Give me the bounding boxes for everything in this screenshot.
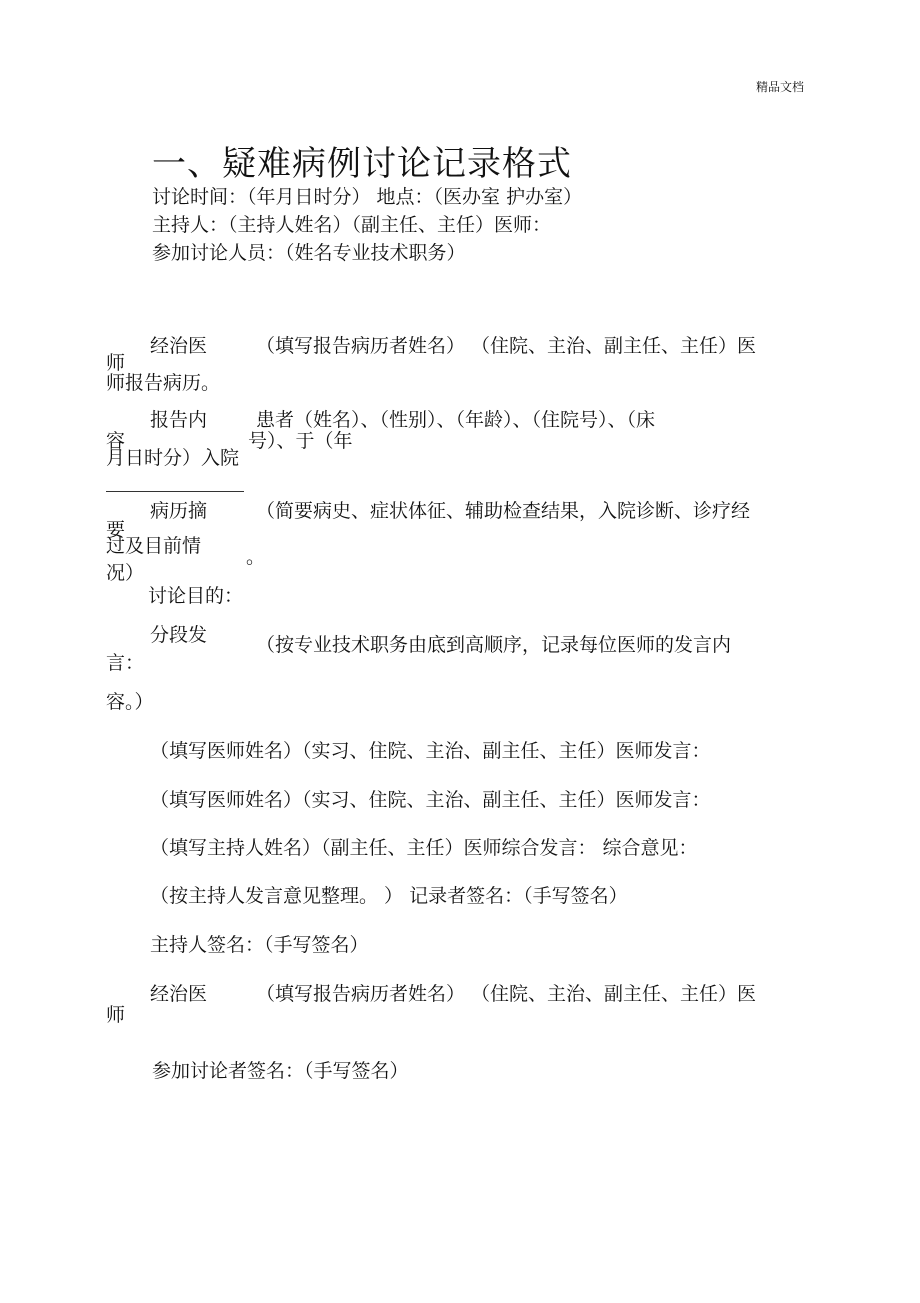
purpose-label: 讨论目的： — [148, 585, 244, 607]
history-label-cut: 要 — [106, 519, 126, 541]
recorder-sign-line: （按主持人发言意见整理。 ） 记录者签名：（手写签名） — [150, 885, 628, 907]
host-sign: 主持人签名：（手写签名） — [150, 934, 369, 956]
speech-label: 分段发 — [150, 624, 208, 646]
report-content-text-cut: 号）、于（年 — [248, 430, 353, 452]
meta-participants: 参加讨论人员：（姓名专业技术职务） — [152, 242, 466, 264]
speech-continuation: 容。） — [106, 691, 154, 713]
header-tag: 精品文档 — [756, 80, 805, 94]
history-continuation-1: 过及目前情 — [106, 535, 202, 557]
page-title: 一、疑难病例讨论记录格式 — [152, 144, 572, 184]
doctor-speech-line-1: （填写医师姓名）（实习、住院、主治、副主任、主任）医师发言： — [150, 740, 711, 762]
report2-label-cut: 师 — [106, 1004, 126, 1026]
report-label: 经治医 — [150, 335, 208, 357]
report2-label: 经治医 — [150, 983, 208, 1005]
report-content-label: 报告内 — [150, 409, 208, 431]
meta-host: 主持人：（主持人姓名）（副主任、主任）医师： — [152, 214, 552, 236]
report-content-continuation: 月日时分）入院 — [106, 447, 240, 469]
host-summary-line: （填写主持人姓名）（副主任、主任）医师综合发言： 综合意见： — [150, 837, 698, 859]
report-content-label-cut: 容 — [106, 430, 126, 452]
speech-content: （按专业技术职务由底到高顺序，记录每位医师的发言内 — [256, 634, 732, 656]
speech-label-continuation: 言： — [106, 652, 145, 674]
participant-sign: 参加讨论者签名：（手写签名） — [152, 1060, 409, 1082]
divider-line — [106, 491, 244, 492]
report-continuation: 师报告病历。 — [106, 372, 221, 394]
history-continuation-2: 况） — [106, 562, 145, 584]
report-label-cut: 师 — [106, 352, 126, 374]
history-content: （简要病史、症状体征、辅助检查结果，入院诊断、诊疗经 — [256, 500, 751, 522]
meta-time: 讨论时间：（年月日时分） 地点：（医办室 护办室） — [152, 186, 583, 208]
report-content-text: 患者（姓名）、（性别）、（年龄）、（住院号）、（床 — [256, 409, 656, 431]
doctor-speech-line-2: （填写医师姓名）（实习、住院、主治、副主任、主任）医师发言： — [150, 789, 711, 811]
history-label: 病历摘 — [150, 500, 208, 522]
history-end-mark: 。 — [246, 546, 266, 568]
report-content: （填写报告病历者姓名） （住院、主治、副主任、主任）医 — [256, 335, 757, 357]
report2-content: （填写报告病历者姓名） （住院、主治、副主任、主任）医 — [256, 983, 757, 1005]
